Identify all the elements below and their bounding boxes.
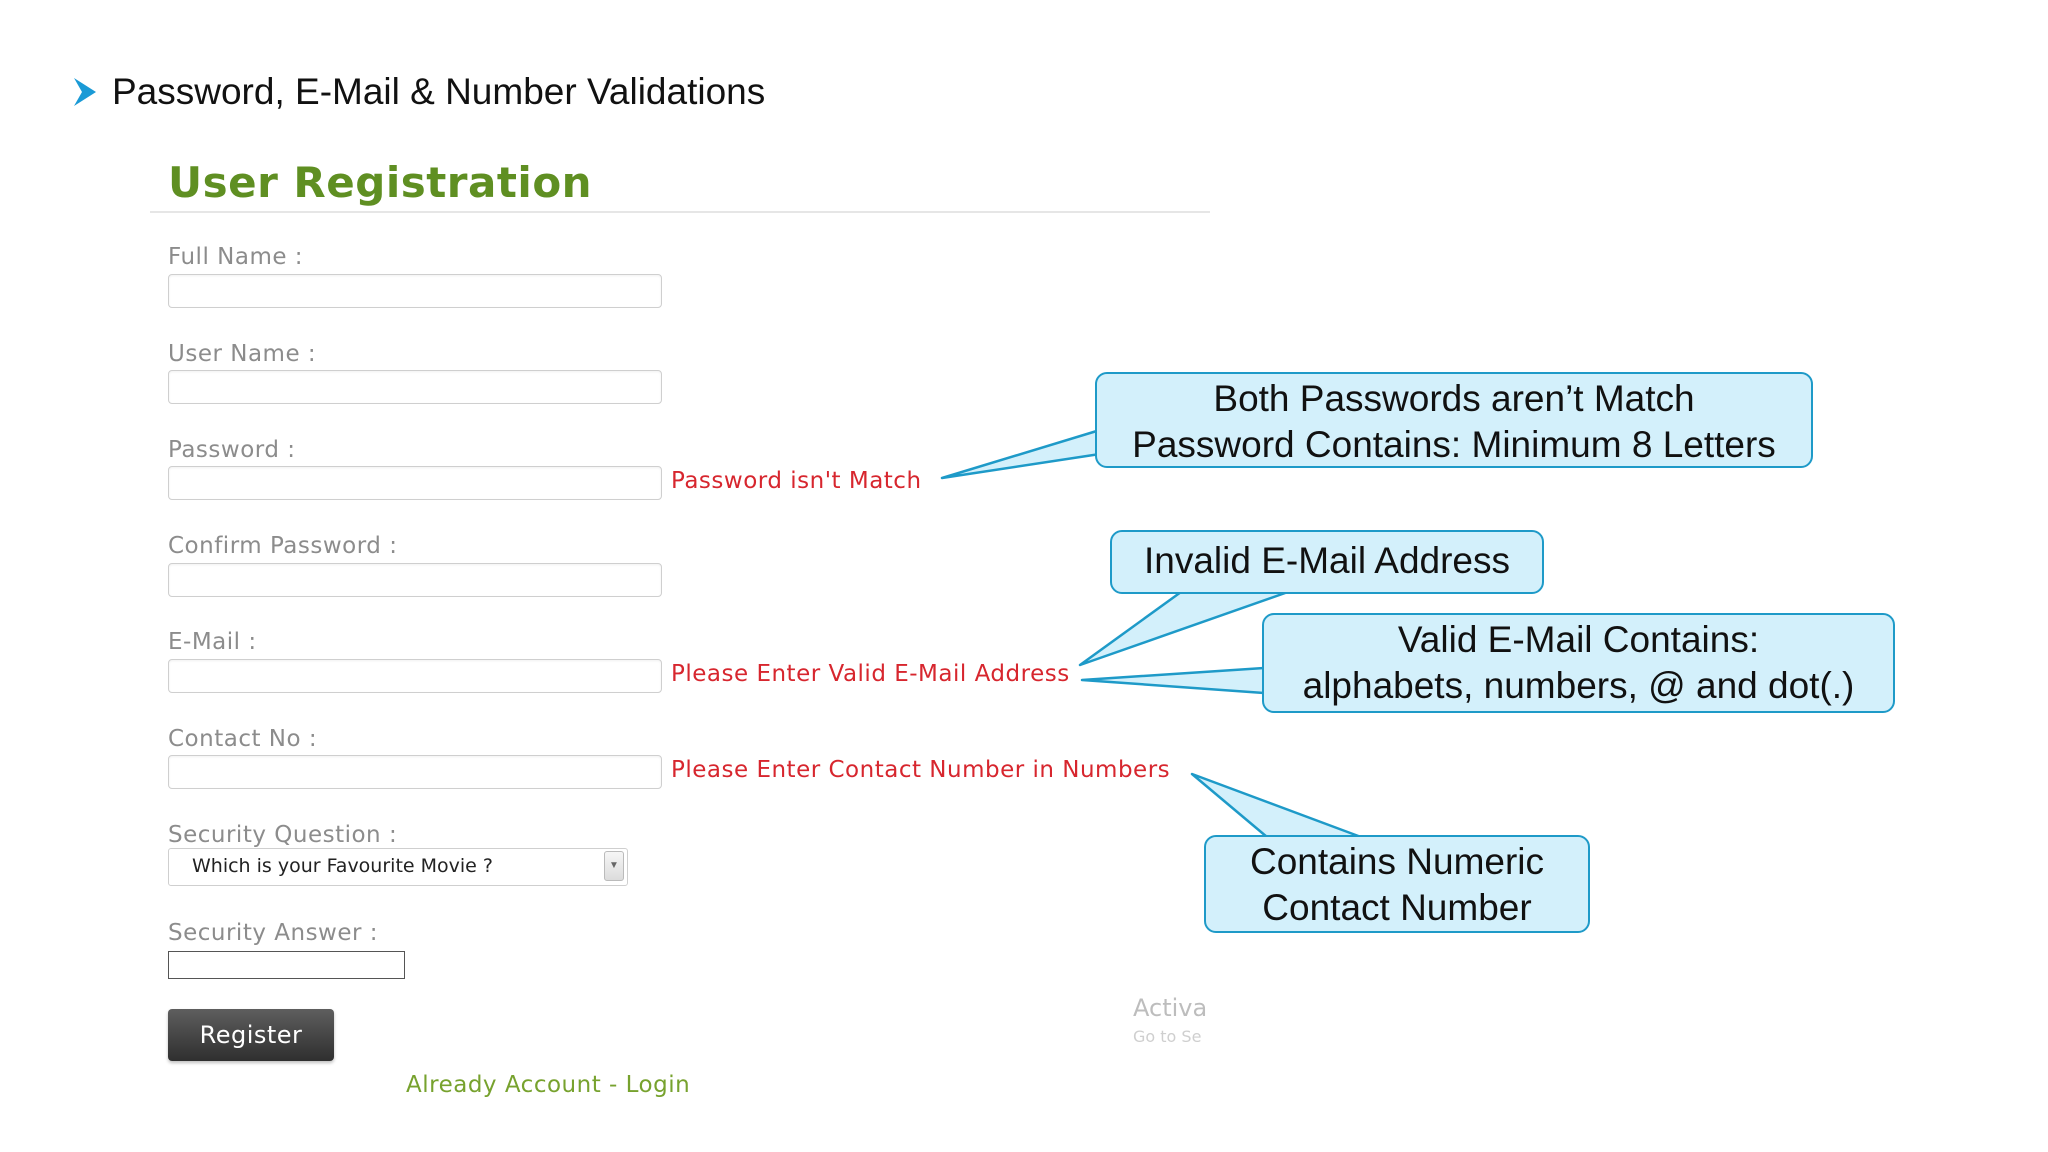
user-name-label: User Name : [168,341,317,367]
register-button[interactable]: Register [168,1009,334,1061]
email-valid-callout [1262,613,1895,713]
login-link[interactable]: Already Account - Login [406,1072,691,1098]
password-callout-tail [942,430,1100,478]
title-divider [150,211,1210,213]
contact-input[interactable] [168,755,662,789]
email-input[interactable] [168,659,662,693]
chevron-down-icon[interactable]: ▼ [604,851,624,881]
contact-error: Please Enter Contact Number in Numbers [671,757,1171,783]
password-callout-line2: Password Contains: Minimum 8 Letters [1132,424,1776,465]
full-name-label: Full Name : [168,244,304,270]
slide-heading: Password, E-Mail & Number Validations [112,71,766,112]
contact-callout [1204,835,1590,933]
email-error: Please Enter Valid E-Mail Address [671,661,1070,687]
bullet-arrow-icon [72,76,98,108]
activation-watermark-title: Activa [1133,994,1208,1022]
security-answer-label: Security Answer : [168,920,379,946]
password-input[interactable] [168,466,662,500]
password-callout [1095,372,1813,468]
email-valid-callout-line2: alphabets, numbers, @ and dot(.) [1302,665,1855,706]
contact-callout-tail [1192,774,1361,837]
password-label: Password : [168,437,296,463]
security-question-value: Which is your Favourite Movie ? [192,855,493,877]
user-name-input[interactable] [168,370,662,404]
confirm-password-input[interactable] [168,563,662,597]
confirm-password-label: Confirm Password : [168,533,398,559]
full-name-input[interactable] [168,274,662,308]
contact-callout-line2: Contact Number [1262,887,1532,928]
contact-callout-line1: Contains Numeric [1249,841,1545,882]
activation-watermark-subtitle: Go to Se [1133,1027,1202,1046]
security-question-label: Security Question : [168,822,398,848]
email-label: E-Mail : [168,629,257,655]
contact-label: Contact No : [168,726,318,752]
email-invalid-callout-line1: Invalid E-Mail Address [1143,540,1511,581]
email-invalid-callout-tail [1080,592,1288,665]
password-error: Password isn't Match [671,468,922,494]
password-callout-line1: Both Passwords aren’t Match [1213,378,1695,419]
form-title: User Registration [168,158,593,207]
email-valid-callout-tail [1082,668,1264,693]
email-invalid-callout [1110,530,1544,594]
email-valid-callout-line1: Valid E-Mail Contains: [1397,619,1760,660]
security-answer-input[interactable] [168,951,405,979]
